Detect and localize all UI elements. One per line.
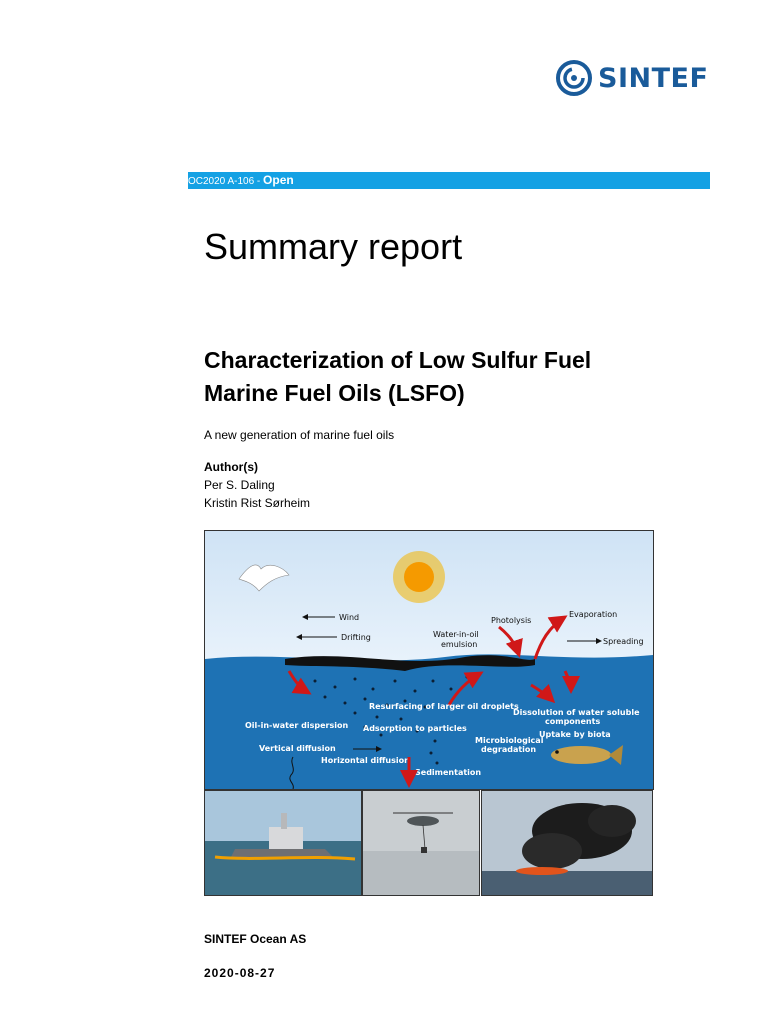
label-wind: Wind bbox=[339, 613, 360, 622]
label-sedimentation: Sedimentation bbox=[415, 768, 482, 777]
label-dispersion: Oil-in-water dispersion bbox=[245, 721, 349, 730]
logo-text: SINTEF bbox=[598, 62, 709, 94]
photo-burning-oil bbox=[481, 790, 653, 896]
label-spreading: Spreading bbox=[603, 637, 644, 646]
label-resurfacing: Resurfacing of larger oil droplets bbox=[369, 702, 519, 711]
report-date: 2020-08-27 bbox=[204, 966, 276, 980]
subtitle-line-2: Marine Fuel Oils (LSFO) bbox=[204, 380, 465, 406]
photo-vessel bbox=[204, 790, 362, 896]
label-evaporation: Evaporation bbox=[569, 610, 618, 619]
organization-name: SINTEF Ocean AS bbox=[204, 932, 307, 946]
report-code: OC2020 A-106 - bbox=[188, 176, 264, 187]
report-code-bar bbox=[188, 172, 710, 189]
weathering-illustration bbox=[205, 531, 653, 789]
label-microbiological-1: Microbiological bbox=[475, 736, 544, 745]
photo-helicopter bbox=[362, 790, 480, 896]
authors-heading: Author(s) bbox=[204, 460, 258, 474]
label-vertical-diffusion: Vertical diffusion bbox=[259, 744, 336, 753]
access-status: Open bbox=[263, 173, 294, 187]
subtitle-line-1: Characterization of Low Sulfur Fuel bbox=[204, 347, 592, 373]
label-emulsion-1: Water-in-oil bbox=[433, 630, 479, 639]
label-dissolution-2: components bbox=[545, 717, 601, 726]
sun-icon bbox=[393, 551, 445, 603]
label-uptake: Uptake by biota bbox=[539, 730, 611, 739]
report-subtitle bbox=[204, 344, 704, 410]
page-title: Summary report bbox=[204, 226, 463, 267]
label-adsorption: Adsorption to particles bbox=[363, 724, 467, 733]
label-photolysis: Photolysis bbox=[491, 616, 532, 625]
author-name: Per S. Daling bbox=[204, 478, 275, 492]
tagline: A new generation of marine fuel oils bbox=[204, 428, 395, 442]
label-drifting: Drifting bbox=[341, 633, 371, 642]
label-dissolution-1: Dissolution of water soluble bbox=[513, 708, 640, 717]
author-name: Kristin Rist Sørheim bbox=[204, 496, 311, 510]
label-emulsion-2: emulsion bbox=[441, 640, 478, 649]
oil-weathering-diagram bbox=[204, 530, 654, 790]
label-microbiological-2: degradation bbox=[481, 745, 537, 754]
sintef-swirl-icon bbox=[556, 60, 592, 96]
label-horizontal-diffusion: Horizontal diffusion bbox=[321, 756, 410, 765]
sintef-logo bbox=[556, 60, 716, 96]
